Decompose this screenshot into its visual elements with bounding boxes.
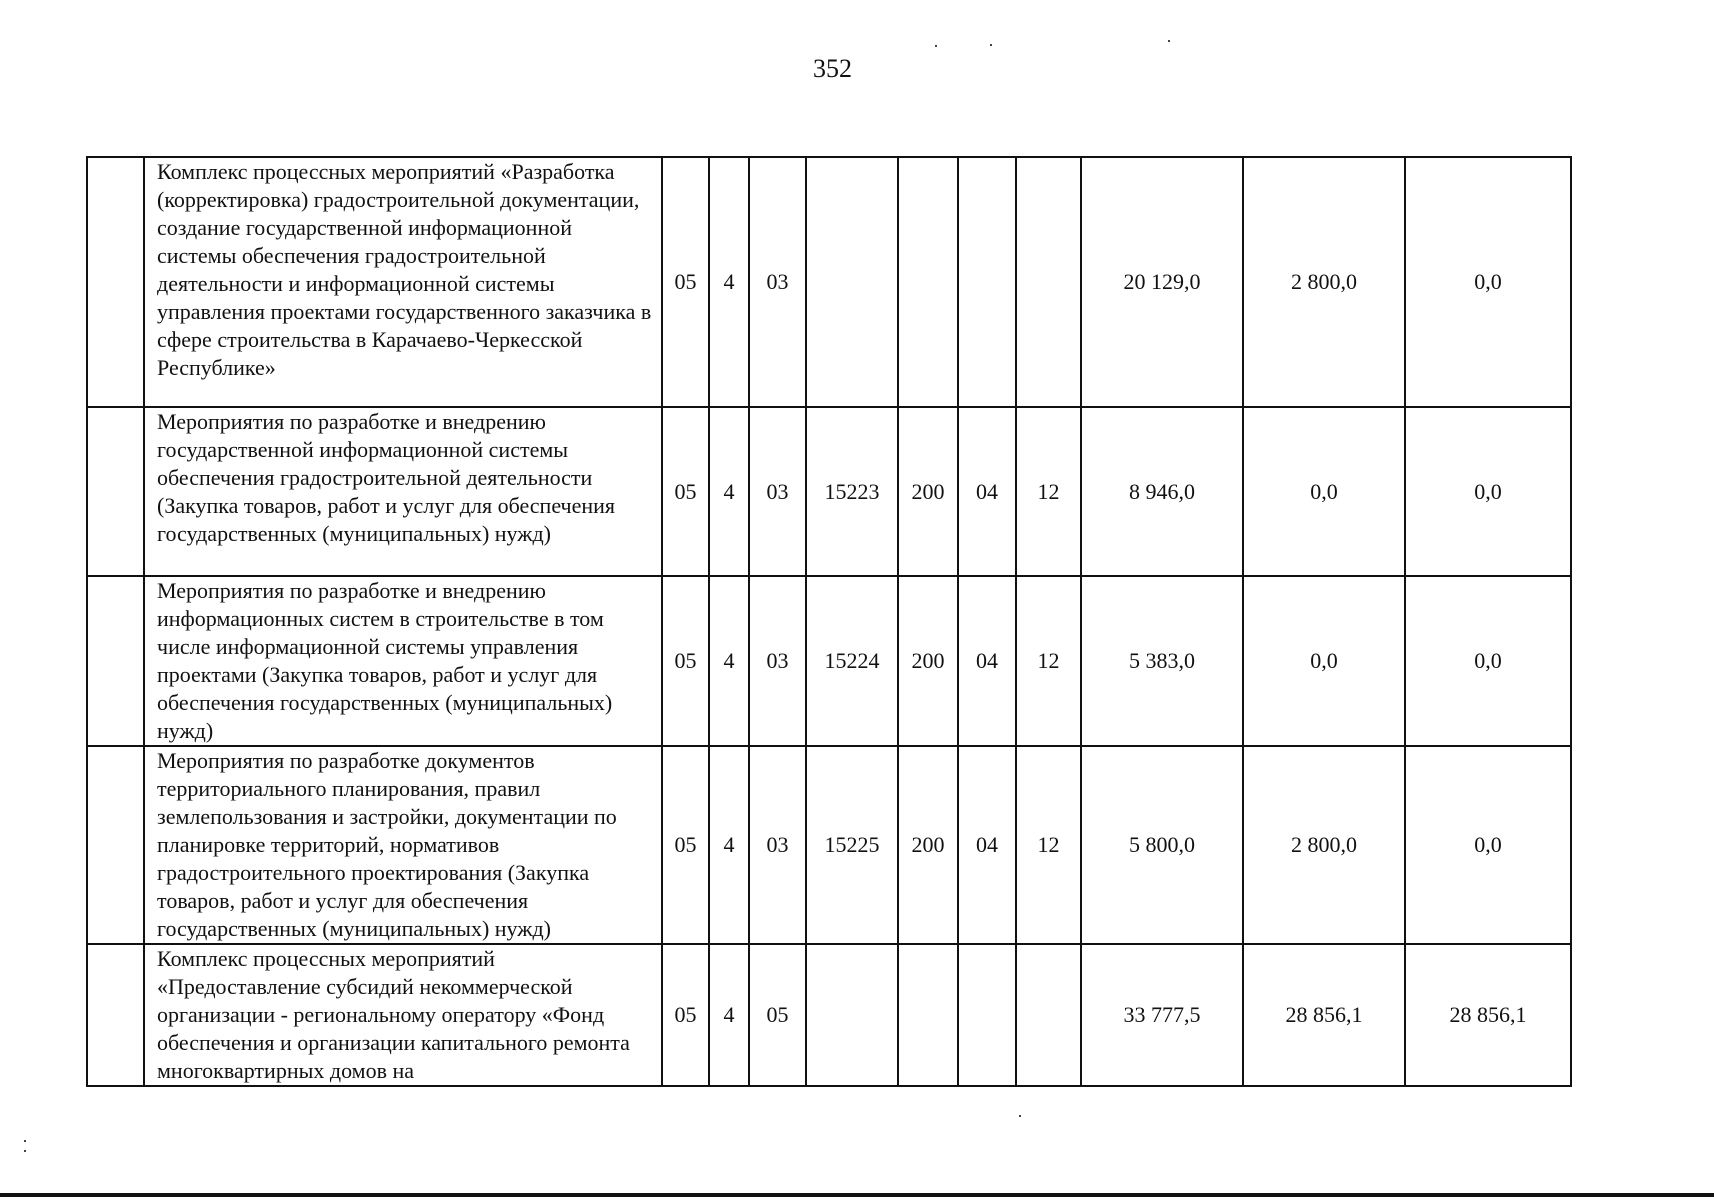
code-section: 05 <box>662 157 709 407</box>
row-marker-cell <box>87 746 144 944</box>
scan-speck <box>1019 1115 1021 1117</box>
table-row <box>87 576 1571 746</box>
code-division <box>958 944 1016 1086</box>
code-subdivision <box>1016 157 1081 407</box>
table-row <box>87 157 1571 407</box>
code-division: 04 <box>958 407 1016 576</box>
amount-year-2: 0,0 <box>1243 407 1405 576</box>
code-subdivision <box>1016 944 1081 1086</box>
table-row <box>87 746 1571 944</box>
code-section: 05 <box>662 576 709 746</box>
amount-year-2: 0,0 <box>1243 576 1405 746</box>
amount-year-2: 28 856,1 <box>1243 944 1405 1086</box>
code-expense-type <box>898 944 958 1086</box>
code-expense-type: 200 <box>898 576 958 746</box>
code-direction: 15225 <box>806 746 898 944</box>
row-name: Комплекс процессных мероприятий «Предоставление субсидий некоммерческой организации - региональному оператору «Фонд обеспечения и организации капитального ремонта многоквартирных домов на <box>144 944 662 1086</box>
amount-year-3: 0,0 <box>1405 407 1571 576</box>
amount-year-3: 0,0 <box>1405 576 1571 746</box>
amount-year-1: 5 383,0 <box>1081 576 1243 746</box>
code-direction <box>806 944 898 1086</box>
code-section: 05 <box>662 746 709 944</box>
code-subdivision: 12 <box>1016 407 1081 576</box>
budget-table <box>86 156 1572 1087</box>
scan-speck <box>24 1150 26 1152</box>
code-expense-type: 200 <box>898 746 958 944</box>
amount-year-3: 0,0 <box>1405 746 1571 944</box>
code-program-type: 4 <box>709 576 749 746</box>
code-program-type: 4 <box>709 944 749 1086</box>
code-direction <box>806 157 898 407</box>
code-expense-type <box>898 157 958 407</box>
scan-speck <box>24 1140 26 1142</box>
code-program-type: 4 <box>709 157 749 407</box>
amount-year-3: 28 856,1 <box>1405 944 1571 1086</box>
table-row <box>87 944 1571 1086</box>
code-expense-type: 200 <box>898 407 958 576</box>
row-name: Мероприятия по разработке документов территориального планирования, правил землепользования и застройки, документации по планировке территорий, нормативов градостроительного проектирования (Закупка товаров, работ и услуг для обеспечения государственных (муниципальных) нужд) <box>144 746 662 944</box>
code-direction: 15224 <box>806 576 898 746</box>
code-subprogram: 03 <box>749 746 806 944</box>
code-program-type: 4 <box>709 746 749 944</box>
amount-year-3: 0,0 <box>1405 157 1571 407</box>
code-subdivision: 12 <box>1016 576 1081 746</box>
code-program-type: 4 <box>709 407 749 576</box>
amount-year-1: 20 129,0 <box>1081 157 1243 407</box>
row-marker-cell <box>87 576 144 746</box>
scan-speck <box>935 45 937 47</box>
scan-speck <box>1168 40 1170 42</box>
code-subprogram: 03 <box>749 157 806 407</box>
scan-bottom-edge <box>0 1193 1714 1197</box>
amount-year-1: 33 777,5 <box>1081 944 1243 1086</box>
scan-speck <box>990 44 992 46</box>
page-number: 352 <box>813 54 852 83</box>
code-subprogram: 05 <box>749 944 806 1086</box>
row-name: Мероприятия по разработке и внедрению государственной информационной системы обеспечения градостроительной деятельности (Закупка товаров, работ и услуг для обеспечения государственных (муниципальных) нужд) <box>144 407 662 576</box>
code-division: 04 <box>958 576 1016 746</box>
amount-year-1: 8 946,0 <box>1081 407 1243 576</box>
row-name: Комплекс процессных мероприятий «Разработка (корректировка) градостроительной документации, создание государственной информационной системы обеспечения градостроительной деятельности и информационной системы управления проектами государственного заказчика в сфере строительства в Карачаево-Черкесской Республике» <box>144 157 662 407</box>
code-subprogram: 03 <box>749 576 806 746</box>
amount-year-2: 2 800,0 <box>1243 157 1405 407</box>
row-marker-cell <box>87 157 144 407</box>
table-row <box>87 407 1571 576</box>
code-subprogram: 03 <box>749 407 806 576</box>
row-name: Мероприятия по разработке и внедрению информационных систем в строительстве в том числе информационной системы управления проектами (Закупка товаров, работ и услуг для обеспечения государственных (муниципальных) нужд) <box>144 576 662 746</box>
code-subdivision: 12 <box>1016 746 1081 944</box>
code-section: 05 <box>662 944 709 1086</box>
row-marker-cell <box>87 944 144 1086</box>
amount-year-2: 2 800,0 <box>1243 746 1405 944</box>
code-division: 04 <box>958 746 1016 944</box>
code-division <box>958 157 1016 407</box>
code-section: 05 <box>662 407 709 576</box>
amount-year-1: 5 800,0 <box>1081 746 1243 944</box>
row-marker-cell <box>87 407 144 576</box>
code-direction: 15223 <box>806 407 898 576</box>
